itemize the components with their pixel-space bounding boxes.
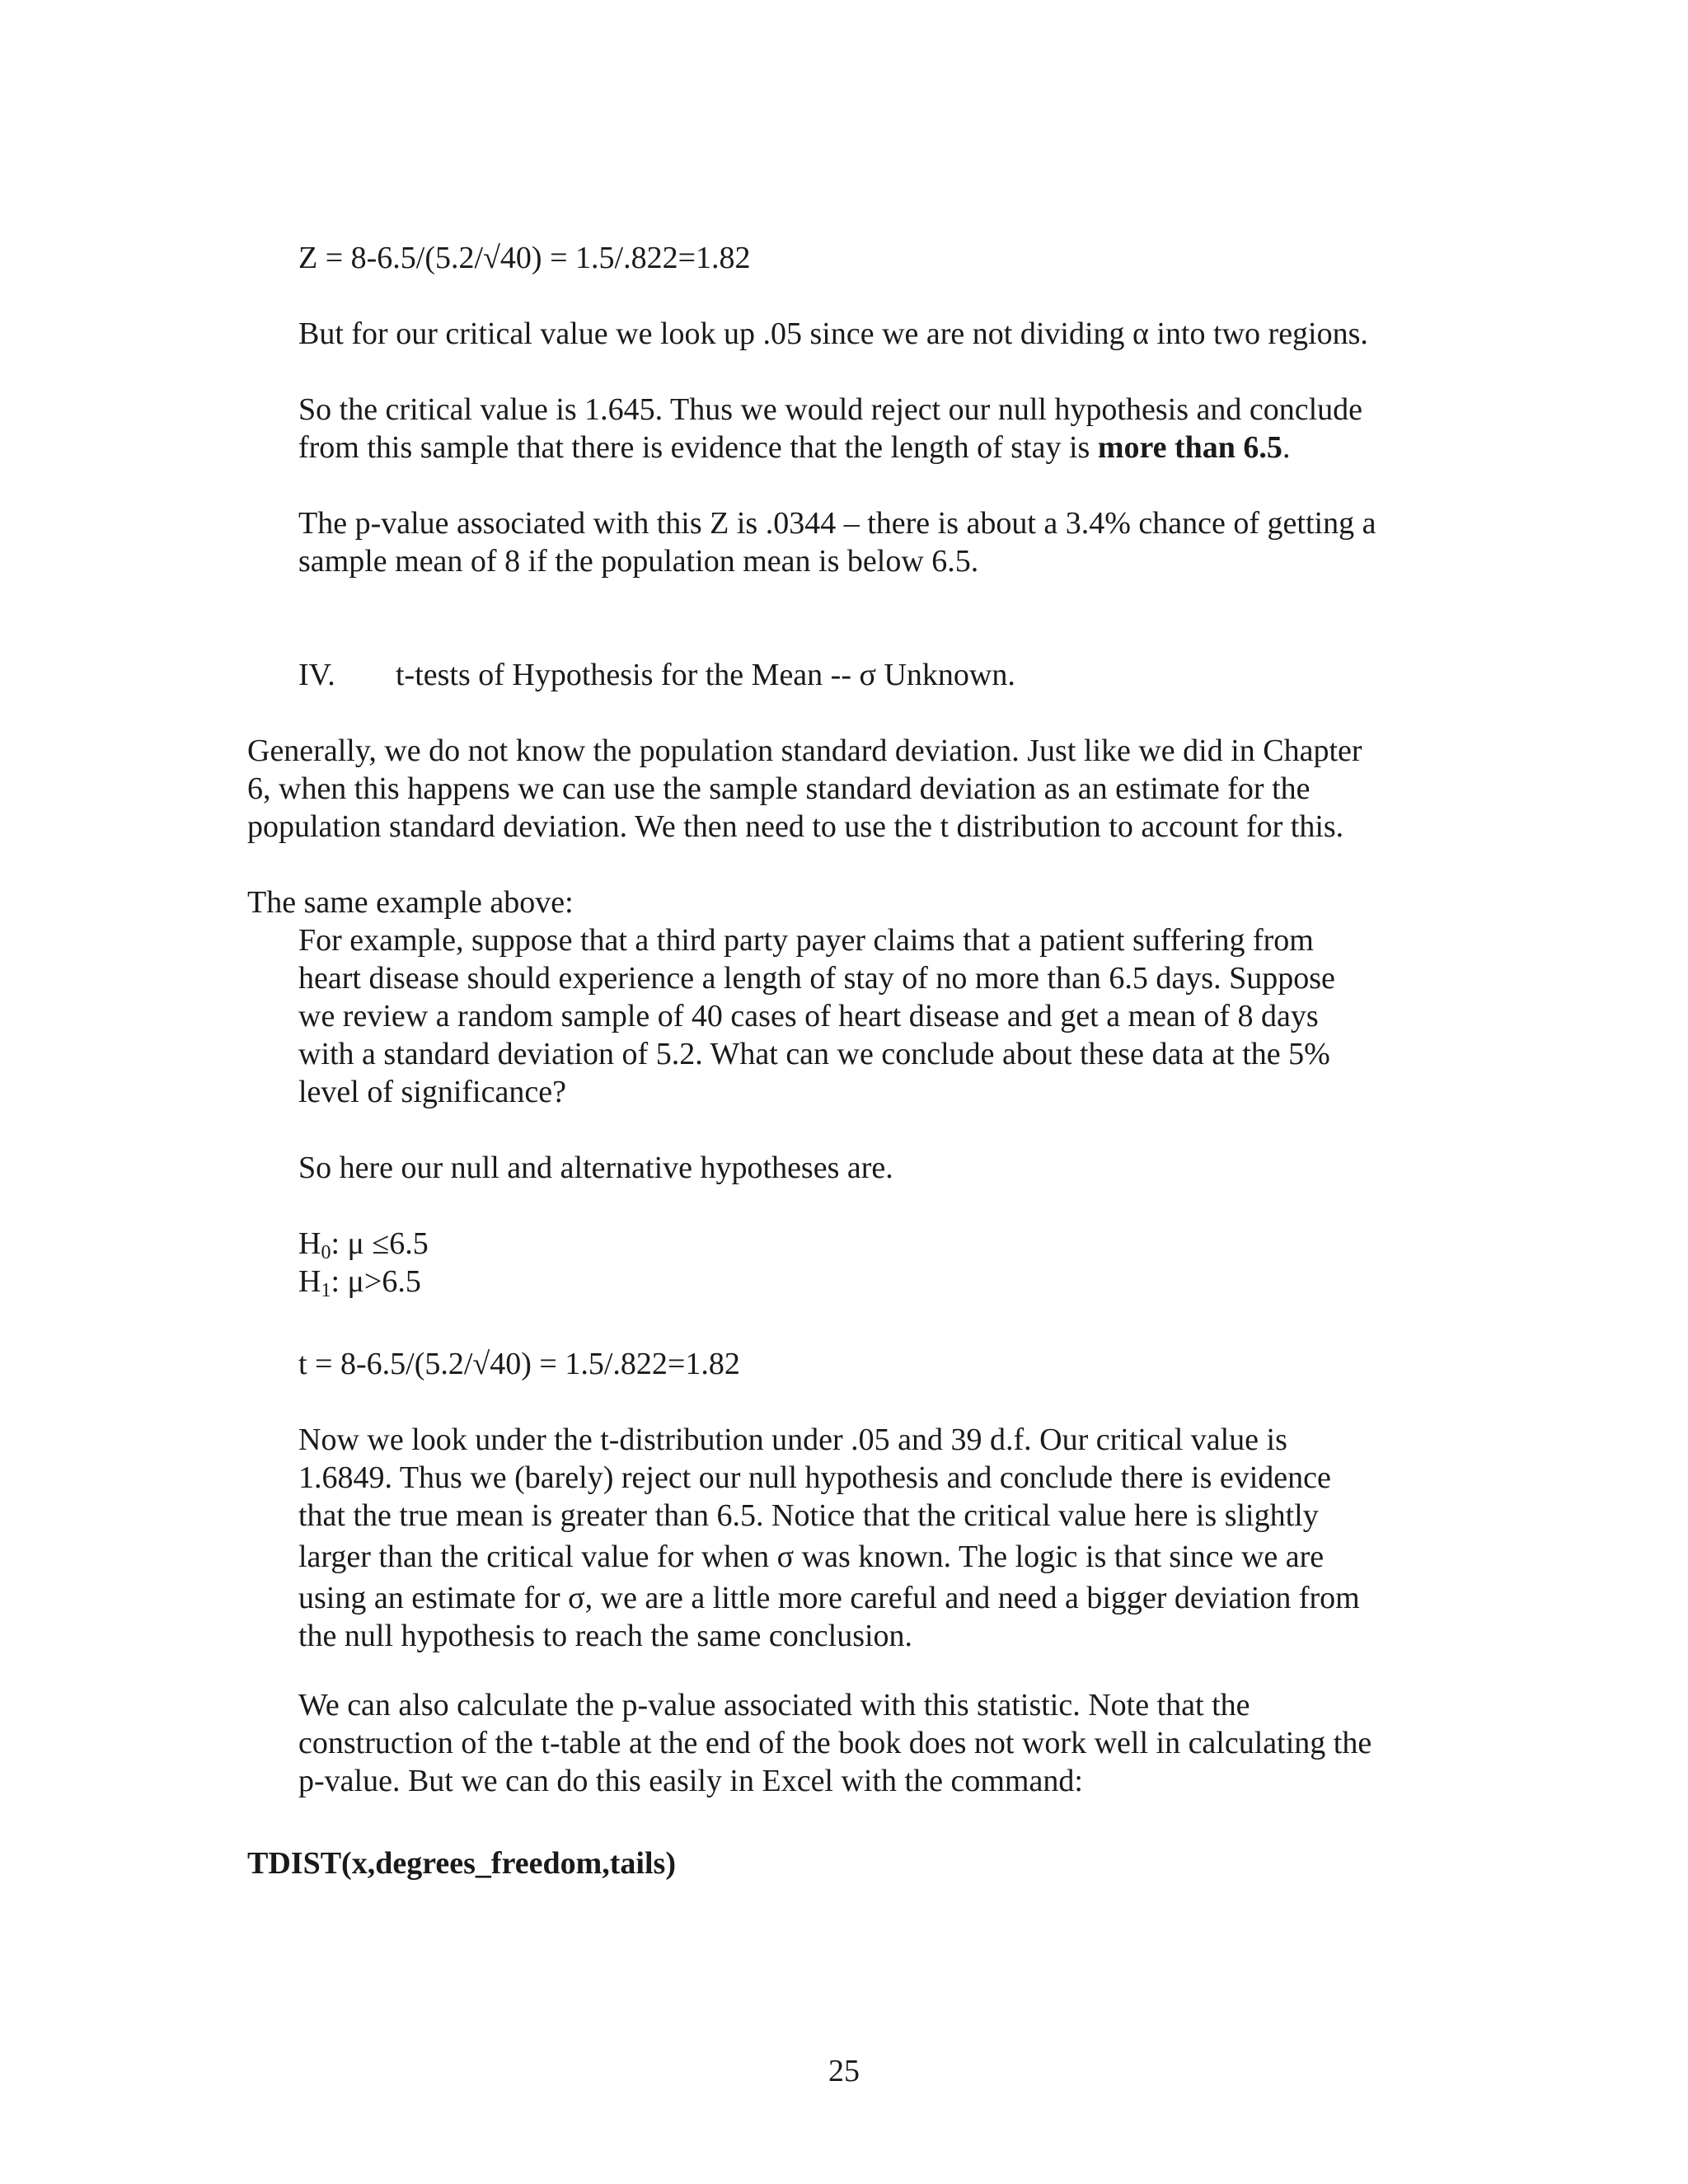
same-example-label: The same example above:: [247, 885, 574, 920]
section-number: IV.: [298, 658, 335, 692]
excel-paragraph: We can also calculate the p-value associated with this statistic. Note that the construction of the t-table at the end of the book does not work well in calculating the p-value. But we can do this easily in Excel with the command:: [298, 1688, 1372, 1798]
tdist-command: TDIST(x,degrees_freedom,tails): [247, 1846, 676, 1881]
hypotheses-list: [298, 1225, 1452, 1301]
bold-conclusion: more than 6.5: [1097, 430, 1282, 465]
t-equation: t = 8-6.5/(5.2/√40) = 1.5/.822=1.82: [298, 1347, 740, 1381]
section-heading: [298, 656, 1452, 694]
hypotheses-intro: So here our null and alternative hypotheses are.: [298, 1151, 893, 1185]
intro-paragraph: Generally, we do not know the population standard deviation. Just like we did in Chapter 6, when this happens we can use the sample standard deviation as an estimate for the population standard deviation. We then need to use the t distribution to account for this.: [247, 733, 1362, 844]
null-hypothesis: $H_0$: μ ≤6.5: [298, 1226, 429, 1263]
alternative-hypothesis: $H_1$: μ>6.5: [298, 1264, 421, 1301]
section-title: t-tests of Hypothesis for the Mean -- σ Unknown.: [396, 658, 1015, 692]
p-value-paragraph: The p-value associated with this Z is .0344 – there is about a 3.4% chance of getting a sample mean of 8 if the population mean is below 6.5.: [298, 506, 1376, 579]
critical-value-paragraph: So the critical value is 1.645. Thus we would reject our null hypothesis and conclude from this sample that there is evidence that the length of stay is more than 6.5.: [298, 392, 1363, 465]
t-distribution-paragraph: Now we look under the t-distribution under .05 and 39 d.f. Our critical value is 1.6849. Thus we (barely) reject our null hypothesis and conclude there is evidence that the true mean is greater than 6.5. Notice that the critical value here is slightly larger than the critical value for when σ was known. The logic is that since we are using an estimate for σ, we are a little more careful and need a bigger deviation from the null hypothesis to reach the same conclusion.: [298, 1422, 1360, 1653]
z-equation: Z = 8-6.5/(5.2/√40) = 1.5/.822=1.82: [298, 241, 751, 275]
critical-lookup-paragraph: But for our critical value we look up .05 since we are not dividing α into two regions.: [298, 316, 1368, 351]
page-number: 25: [828, 2054, 860, 2088]
example-paragraph: For example, suppose that a third party payer claims that a patient suffering from heart disease should experience a length of stay of no more than 6.5 days. Suppose we review a random sample of 40 cases of heart disease and get a mean of 8 days with a standard deviation of 5.2. What can we conclude about these data at the 5% level of significance?: [298, 923, 1335, 1109]
